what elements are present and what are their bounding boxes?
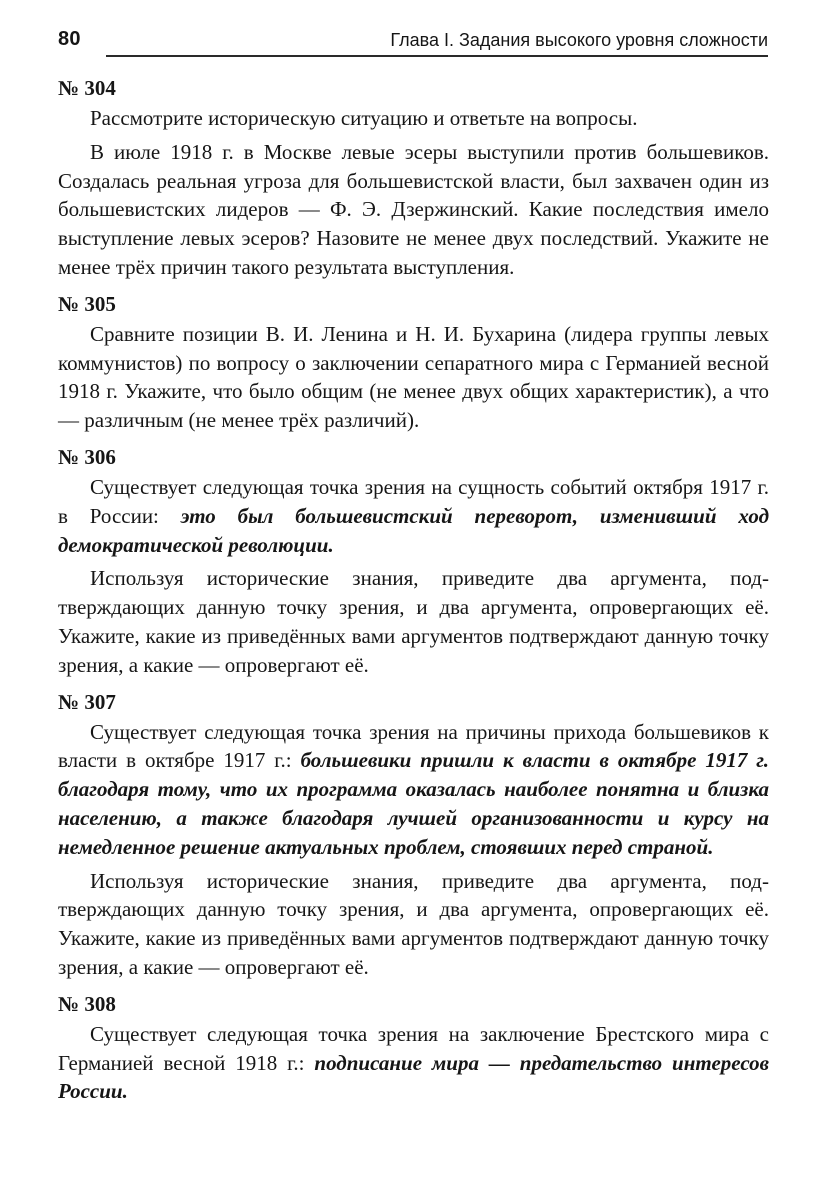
paragraph-text: Существует следующая точка зрения на причины прихода большевиков к власти в октябре 1917 г.: <box>58 719 769 773</box>
paragraph-text: Используя исторические знания, приведите два аргумента, подтверждающих данную точку зрения, и два аргумента, опровергающих её. Укажите, какие из приведённых вами аргументов подтверждают данную точку зрения, а какие — опровергают её. <box>58 868 769 979</box>
task-number: № 304 <box>58 76 116 100</box>
task-paragraph <box>58 1020 769 1106</box>
paragraph-text: В июле 1918 г. в Москве левые эсеры выступили против большевиков. Создалась реальная угроза для большевистской власти, был захвачен один из большевистских лидеров — Ф. Э. Дзержинский. Какие последствия имело выступление левых эсеров? Назовите не менее двух последствий. Укажите не менее трёх причин такого результата выступления. <box>58 139 769 279</box>
task-number: № 308 <box>58 991 116 1016</box>
task-number: № 305 <box>58 291 116 316</box>
page-content <box>58 74 769 1110</box>
page-header <box>58 24 768 58</box>
task-307 <box>58 688 769 982</box>
viewpoint-quote: подписание мира — предательство интересов России. <box>58 1050 769 1104</box>
paragraph-text: Используя исторические знания, приведите два аргумента, подтверждающих данную точку зрения, и два аргумента, опровергающих её. Укажите, какие из приведённых вами аргументов подтверждают данную точку зрения, а какие — опровергают её. <box>58 566 769 677</box>
task-number: № 306 <box>58 444 116 469</box>
task-paragraph <box>58 867 769 982</box>
paragraph-text: Рассмотрите историческую ситуацию и ответьте на вопросы. <box>90 106 638 130</box>
task-306 <box>58 443 769 680</box>
task-308 <box>58 990 769 1106</box>
task-paragraph <box>58 564 769 679</box>
task-305 <box>58 290 769 435</box>
viewpoint-quote: большевики пришли к власти в октябре 1917 г. благодаря тому, что их программа оказалась наиболее понятна и близка населению, а также благодаря лучшей организованности и курсу на немедленное решение актуальных проблем, стоявших перед страной. <box>58 748 769 859</box>
paragraph-text: Сравните позиции В. И. Ленина и Н. И. Бухарина (лидера группы левых коммунистов) по вопросу о заключении сепаратного мира с Германией весной 1918 г. Укажите, что было общим (не менее двух общих характеристик), а что — различным (не менее трёх различий). <box>58 321 769 433</box>
task-paragraph <box>58 473 769 559</box>
viewpoint-quote: это был большевистский переворот, изменивший ход демократической революции. <box>58 503 769 557</box>
task-paragraph <box>58 138 769 282</box>
paragraph-text: Существует следующая точка зрения на сущность событий октября 1917 г. в России: <box>58 474 769 528</box>
task-paragraph <box>58 320 769 435</box>
task-number: № 307 <box>58 689 116 714</box>
header-rule <box>106 55 768 57</box>
paragraph-text: Существует следующая точка зрения на заключение Брестского мира с Германией весной 1918 г.: <box>58 1021 769 1075</box>
page-number: 80 <box>58 28 81 50</box>
task-paragraph <box>58 718 769 862</box>
chapter-title: Глава I. Задания высокого уровня сложности <box>390 30 768 50</box>
task-304 <box>58 74 769 282</box>
task-paragraph <box>58 104 769 133</box>
